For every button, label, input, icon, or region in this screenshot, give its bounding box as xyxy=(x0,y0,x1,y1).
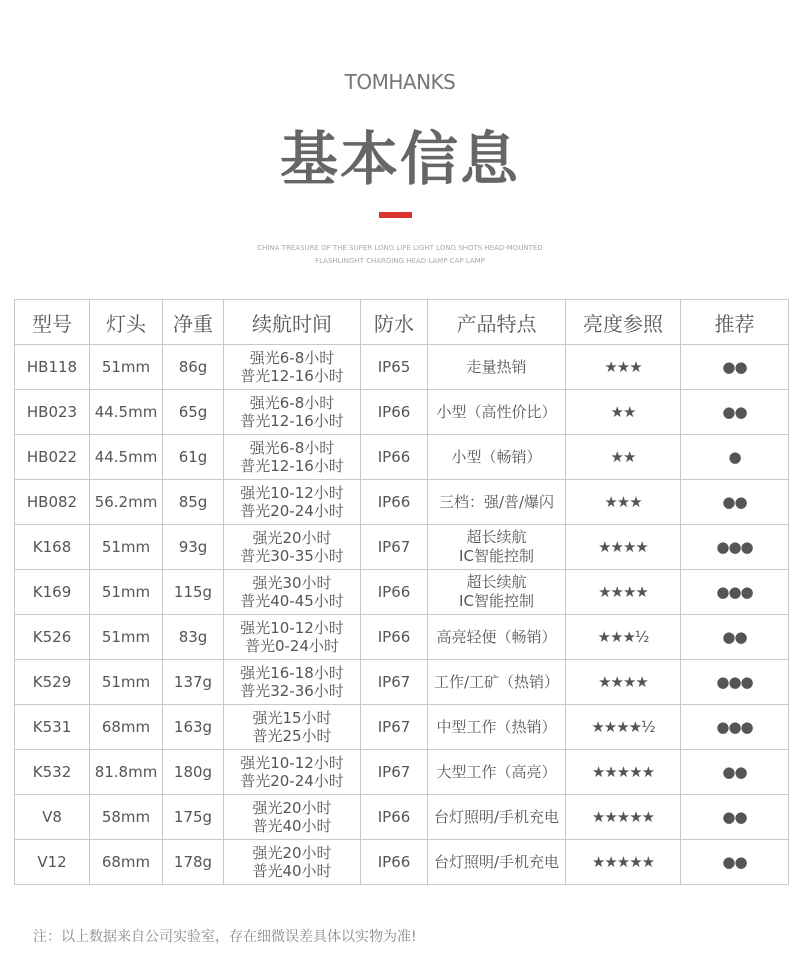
table-row xyxy=(15,435,789,480)
cell-feature-line-1: 台灯照明/手机充电 xyxy=(433,852,560,871)
cell-runtime-line-1: 强光30小时 xyxy=(252,574,332,592)
cell-runtime xyxy=(224,570,361,615)
cell-weight: 86g xyxy=(163,345,224,390)
cell-waterproof: IP66 xyxy=(361,480,428,525)
cell-head: 68mm xyxy=(90,840,163,885)
cell-recommend-dots: ●● xyxy=(681,345,789,390)
table-row xyxy=(15,570,789,615)
cell-head: 81.8mm xyxy=(90,750,163,795)
cell-runtime xyxy=(224,660,361,705)
cell-feature-line-1: 大型工作（高亮） xyxy=(436,762,557,781)
cell-model: V12 xyxy=(15,840,90,885)
cell-weight: 175g xyxy=(163,795,224,840)
cell-brightness-stars: ★★★★ xyxy=(566,660,681,705)
cell-feature-line-1: 超长续航 xyxy=(466,573,527,591)
cell-feature-line-1: 小型（高性价比） xyxy=(436,402,557,421)
cell-head: 51mm xyxy=(90,660,163,705)
cell-model: HB118 xyxy=(15,345,90,390)
table-row xyxy=(15,840,789,885)
cell-feature-line-1: 工作/工矿（热销） xyxy=(433,672,560,691)
table-row xyxy=(15,615,789,660)
cell-feature xyxy=(428,525,566,570)
cell-brightness-stars: ★★★★½ xyxy=(566,705,681,750)
cell-brightness-stars: ★★★★ xyxy=(566,525,681,570)
cell-feature-line-1: 走量热销 xyxy=(466,357,527,376)
header-recommend: 推荐 xyxy=(681,300,789,345)
cell-runtime xyxy=(224,390,361,435)
cell-runtime xyxy=(224,345,361,390)
cell-waterproof: IP67 xyxy=(361,705,428,750)
cell-weight: 180g xyxy=(163,750,224,795)
cell-runtime xyxy=(224,795,361,840)
cell-head: 56.2mm xyxy=(90,480,163,525)
header-waterproof: 防水 xyxy=(361,300,428,345)
cell-runtime-line-1: 强光20小时 xyxy=(252,844,332,862)
cell-recommend-dots: ●● xyxy=(681,615,789,660)
table-row xyxy=(15,390,789,435)
cell-feature xyxy=(428,480,566,525)
table-row xyxy=(15,525,789,570)
cell-model: K526 xyxy=(15,615,90,660)
cell-runtime-line-1: 强光10-12小时 xyxy=(240,754,344,772)
header-weight: 净重 xyxy=(163,300,224,345)
cell-runtime-line-1: 强光15小时 xyxy=(252,709,332,727)
cell-weight: 65g xyxy=(163,390,224,435)
cell-waterproof: IP66 xyxy=(361,615,428,660)
cell-feature xyxy=(428,660,566,705)
cell-feature xyxy=(428,795,566,840)
cell-feature-line-2: IC智能控制 xyxy=(459,547,534,565)
table-row xyxy=(15,480,789,525)
cell-feature xyxy=(428,570,566,615)
cell-model: HB082 xyxy=(15,480,90,525)
cell-recommend-dots: ● xyxy=(681,435,789,480)
cell-model: K532 xyxy=(15,750,90,795)
cell-model: K168 xyxy=(15,525,90,570)
cell-runtime xyxy=(224,615,361,660)
cell-runtime-line-2: 普光0-24小时 xyxy=(244,637,340,655)
cell-model: HB022 xyxy=(15,435,90,480)
subtitle-line-2: FLASHLINGHT CHARGING HEAD LAMP CAP LAMP xyxy=(315,257,485,265)
cell-feature-line-2: IC智能控制 xyxy=(459,592,534,610)
cell-feature xyxy=(428,840,566,885)
cell-recommend-dots: ●● xyxy=(681,795,789,840)
cell-runtime-line-1: 强光6-8小时 xyxy=(249,439,335,457)
cell-weight: 61g xyxy=(163,435,224,480)
cell-recommend-dots: ●● xyxy=(681,840,789,885)
cell-brightness-stars: ★★★★★ xyxy=(566,795,681,840)
cell-runtime xyxy=(224,840,361,885)
cell-head: 58mm xyxy=(90,795,163,840)
cell-head: 44.5mm xyxy=(90,435,163,480)
cell-brightness-stars: ★★★★★ xyxy=(566,840,681,885)
cell-head: 51mm xyxy=(90,345,163,390)
cell-waterproof: IP67 xyxy=(361,660,428,705)
cell-head: 51mm xyxy=(90,570,163,615)
cell-runtime-line-1: 强光10-12小时 xyxy=(240,619,344,637)
accent-divider xyxy=(379,212,412,218)
cell-head: 44.5mm xyxy=(90,390,163,435)
cell-feature xyxy=(428,705,566,750)
header-runtime: 续航时间 xyxy=(224,300,361,345)
cell-feature-line-1: 超长续航 xyxy=(466,528,527,546)
header-feature: 产品特点 xyxy=(428,300,566,345)
cell-weight: 178g xyxy=(163,840,224,885)
cell-head: 68mm xyxy=(90,705,163,750)
cell-waterproof: IP66 xyxy=(361,795,428,840)
cell-runtime-line-2: 普光20-24小时 xyxy=(240,502,344,520)
cell-brightness-stars: ★★★ xyxy=(566,345,681,390)
header-model: 型号 xyxy=(15,300,90,345)
cell-runtime-line-2: 普光25小时 xyxy=(252,727,332,745)
cell-feature xyxy=(428,750,566,795)
cell-runtime-line-2: 普光40小时 xyxy=(252,817,332,835)
cell-recommend-dots: ●● xyxy=(681,750,789,795)
cell-waterproof: IP67 xyxy=(361,750,428,795)
cell-weight: 93g xyxy=(163,525,224,570)
cell-feature xyxy=(428,615,566,660)
cell-recommend-dots: ●●● xyxy=(681,570,789,615)
cell-feature xyxy=(428,390,566,435)
cell-model: K531 xyxy=(15,705,90,750)
header-head: 灯头 xyxy=(90,300,163,345)
cell-brightness-stars: ★★★ xyxy=(566,480,681,525)
cell-recommend-dots: ●● xyxy=(681,480,789,525)
cell-runtime-line-1: 强光20小时 xyxy=(252,799,332,817)
cell-feature xyxy=(428,435,566,480)
cell-feature-line-1: 高亮轻便（畅销） xyxy=(436,627,557,646)
cell-feature-line-1: 三档：强/普/爆闪 xyxy=(438,492,555,511)
cell-waterproof: IP67 xyxy=(361,525,428,570)
cell-runtime-line-2: 普光40-45小时 xyxy=(240,592,344,610)
cell-runtime xyxy=(224,705,361,750)
cell-head: 51mm xyxy=(90,525,163,570)
table-row xyxy=(15,750,789,795)
cell-runtime-line-2: 普光12-16小时 xyxy=(240,457,344,475)
cell-runtime-line-1: 强光10-12小时 xyxy=(240,484,344,502)
brand-name: TOMHANKS xyxy=(344,70,456,94)
cell-runtime-line-1: 强光16-18小时 xyxy=(240,664,344,682)
cell-weight: 85g xyxy=(163,480,224,525)
cell-brightness-stars: ★★★½ xyxy=(566,615,681,660)
cell-recommend-dots: ●●● xyxy=(681,525,789,570)
spec-table xyxy=(14,299,789,885)
table-row xyxy=(15,705,789,750)
cell-waterproof: IP66 xyxy=(361,435,428,480)
cell-feature-line-1: 小型（畅销） xyxy=(451,447,542,466)
page-title: 基本信息 xyxy=(279,125,520,193)
cell-weight: 163g xyxy=(163,705,224,750)
cell-runtime-line-2: 普光40小时 xyxy=(252,862,332,880)
cell-recommend-dots: ●● xyxy=(681,390,789,435)
cell-runtime-line-1: 强光6-8小时 xyxy=(249,349,335,367)
cell-weight: 83g xyxy=(163,615,224,660)
cell-feature-line-1: 中型工作（热销） xyxy=(436,717,557,736)
cell-brightness-stars: ★★★★★ xyxy=(566,750,681,795)
cell-runtime-line-2: 普光30-35小时 xyxy=(240,547,344,565)
cell-feature xyxy=(428,345,566,390)
cell-model: HB023 xyxy=(15,390,90,435)
cell-model: K169 xyxy=(15,570,90,615)
cell-runtime xyxy=(224,750,361,795)
cell-model: V8 xyxy=(15,795,90,840)
cell-runtime xyxy=(224,480,361,525)
cell-head: 51mm xyxy=(90,615,163,660)
table-row xyxy=(15,660,789,705)
cell-model: K529 xyxy=(15,660,90,705)
cell-runtime xyxy=(224,525,361,570)
subtitle xyxy=(0,242,800,268)
table-row xyxy=(15,795,789,840)
cell-brightness-stars: ★★ xyxy=(566,435,681,480)
cell-recommend-dots: ●●● xyxy=(681,660,789,705)
cell-waterproof: IP65 xyxy=(361,345,428,390)
cell-waterproof: IP66 xyxy=(361,840,428,885)
cell-runtime-line-2: 普光12-16小时 xyxy=(240,367,344,385)
cell-runtime-line-2: 普光32-36小时 xyxy=(240,682,344,700)
cell-feature-line-1: 台灯照明/手机充电 xyxy=(433,807,560,826)
subtitle-line-1: CHINA TREASURE OF THE SUPER LONG LIFE LIGHT LONG SHOTS HEAD-MOUNTED xyxy=(257,244,543,252)
cell-weight: 115g xyxy=(163,570,224,615)
cell-weight: 137g xyxy=(163,660,224,705)
cell-runtime-line-2: 普光12-16小时 xyxy=(240,412,344,430)
cell-brightness-stars: ★★ xyxy=(566,390,681,435)
header-brightness: 亮度参照 xyxy=(566,300,681,345)
cell-brightness-stars: ★★★★ xyxy=(566,570,681,615)
cell-runtime xyxy=(224,435,361,480)
cell-runtime-line-2: 普光20-24小时 xyxy=(240,772,344,790)
cell-waterproof: IP66 xyxy=(361,570,428,615)
table-header-row xyxy=(15,300,789,345)
cell-recommend-dots: ●●● xyxy=(681,705,789,750)
cell-runtime-line-1: 强光6-8小时 xyxy=(249,394,335,412)
table-body xyxy=(15,345,789,885)
cell-waterproof: IP66 xyxy=(361,390,428,435)
footer-note: 注：以上数据来自公司实验室，存在细微误差具体以实物为准! xyxy=(33,929,417,945)
table-row xyxy=(15,345,789,390)
cell-runtime-line-1: 强光20小时 xyxy=(252,529,332,547)
